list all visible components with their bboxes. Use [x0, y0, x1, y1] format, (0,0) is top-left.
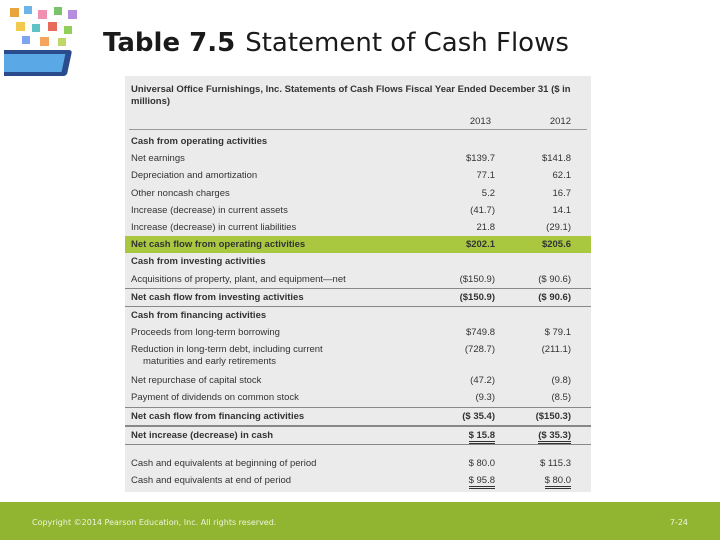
value-2012: 16.7	[552, 187, 571, 199]
table-caption: Universal Office Furnishings, Inc. Statements of Cash Flows Fiscal Year Ended December 31 ($ in millions)	[131, 84, 571, 107]
copyright-text: Copyright ©2014 Pearson Education, Inc. All rights reserved.	[32, 518, 277, 527]
row-label: Cash and equivalents at beginning of period	[131, 458, 317, 469]
value-2012: $ 80.0	[545, 475, 571, 489]
cash-flow-table	[125, 76, 591, 492]
row-label: Cash and equivalents at end of period	[131, 475, 292, 487]
row-label: Reduction in long-term debt, including current	[131, 344, 323, 356]
table-row	[125, 202, 591, 219]
value-2012: $141.8	[541, 153, 571, 165]
value-2013: (728.7)	[464, 344, 495, 356]
row-label: Cash from operating activities	[131, 136, 268, 147]
table-row	[125, 253, 591, 270]
table-row	[125, 472, 591, 489]
column-header-2013: 2013	[469, 116, 491, 127]
row-label: Other noncash charges	[131, 187, 230, 199]
value-2012: $ 115.3	[540, 458, 571, 469]
value-2012: ($ 90.6)	[538, 291, 571, 303]
value-2012: 62.1	[552, 170, 571, 182]
value-2012: $ 79.1	[544, 327, 571, 339]
row-label: Increase (decrease) in current liabilities	[131, 221, 297, 233]
table-row	[125, 455, 591, 472]
row-label: Net increase (decrease) in cash	[131, 429, 274, 441]
table-row	[125, 407, 591, 426]
row-label: Cash from financing activities	[131, 309, 267, 321]
value-2013: $749.8	[465, 327, 495, 339]
table-row	[125, 167, 591, 184]
table-row	[125, 341, 591, 372]
value-2013: ($150.9)	[459, 291, 495, 303]
value-2013: ($150.9)	[459, 273, 495, 285]
value-2012: (8.5)	[551, 392, 571, 404]
table-row	[125, 324, 591, 341]
table-row	[125, 389, 591, 406]
header-divider	[129, 129, 587, 130]
table-row	[125, 372, 591, 389]
row-label: Net cash flow from operating activities	[131, 239, 306, 251]
value-2013: (9.3)	[475, 392, 495, 404]
value-2012: (9.8)	[551, 375, 571, 387]
value-2013: (47.2)	[470, 375, 495, 387]
value-2012: ($150.3)	[535, 410, 571, 422]
row-label: Acquisitions of property, plant, and equipment—net	[131, 273, 346, 285]
column-header-2012: 2012	[549, 116, 571, 127]
row-label: Cash from investing activities	[131, 256, 266, 268]
row-spacer	[125, 445, 591, 455]
row-label-continued: maturities and early retirements	[143, 356, 277, 368]
value-2012: $205.6	[541, 239, 571, 251]
value-2012: ($ 90.6)	[538, 273, 571, 285]
slide-title	[103, 28, 569, 58]
table-row	[125, 150, 591, 167]
table-row	[125, 133, 591, 150]
row-label: Net repurchase of capital stock	[131, 375, 262, 387]
table-row	[125, 426, 591, 445]
value-2013: $202.1	[465, 239, 495, 251]
value-2013: $139.7	[465, 153, 495, 165]
value-2012: 14.1	[552, 204, 571, 216]
value-2013: 5.2	[481, 187, 495, 199]
table-row	[125, 271, 591, 288]
table-row	[125, 307, 591, 324]
row-label: Proceeds from long-term borrowing	[131, 327, 280, 339]
value-2013: ($ 35.4)	[462, 410, 495, 422]
footer-bar	[0, 502, 720, 540]
value-2013: $ 15.8	[469, 430, 495, 444]
table-row	[125, 185, 591, 202]
table-row	[125, 236, 591, 253]
title-text: Statement of Cash Flows	[245, 28, 569, 58]
row-label: Net earnings	[131, 153, 185, 165]
value-2013: $ 80.0	[468, 458, 495, 469]
value-2012: (29.1)	[546, 221, 571, 233]
value-2012: ($ 35.3)	[538, 430, 571, 444]
value-2012: (211.1)	[541, 344, 571, 356]
tablet-apps-logo	[4, 4, 94, 84]
value-2013: 21.8	[476, 221, 495, 233]
table-row	[125, 219, 591, 236]
page-number: 7-24	[669, 518, 688, 527]
row-label: Depreciation and amortization	[131, 170, 258, 182]
value-2013: (41.7)	[470, 204, 495, 216]
table-row	[125, 288, 591, 307]
row-label-block	[131, 344, 323, 368]
row-label: Net cash flow from investing activities	[131, 291, 304, 303]
title-table-number: Table 7.5	[103, 28, 236, 58]
table-body	[125, 133, 591, 489]
value-2013: $ 95.8	[469, 475, 495, 489]
value-2013: 77.1	[476, 170, 495, 182]
row-label: Increase (decrease) in current assets	[131, 204, 288, 216]
row-label: Payment of dividends on common stock	[131, 392, 299, 404]
row-label: Net cash flow from financing activities	[131, 410, 305, 422]
